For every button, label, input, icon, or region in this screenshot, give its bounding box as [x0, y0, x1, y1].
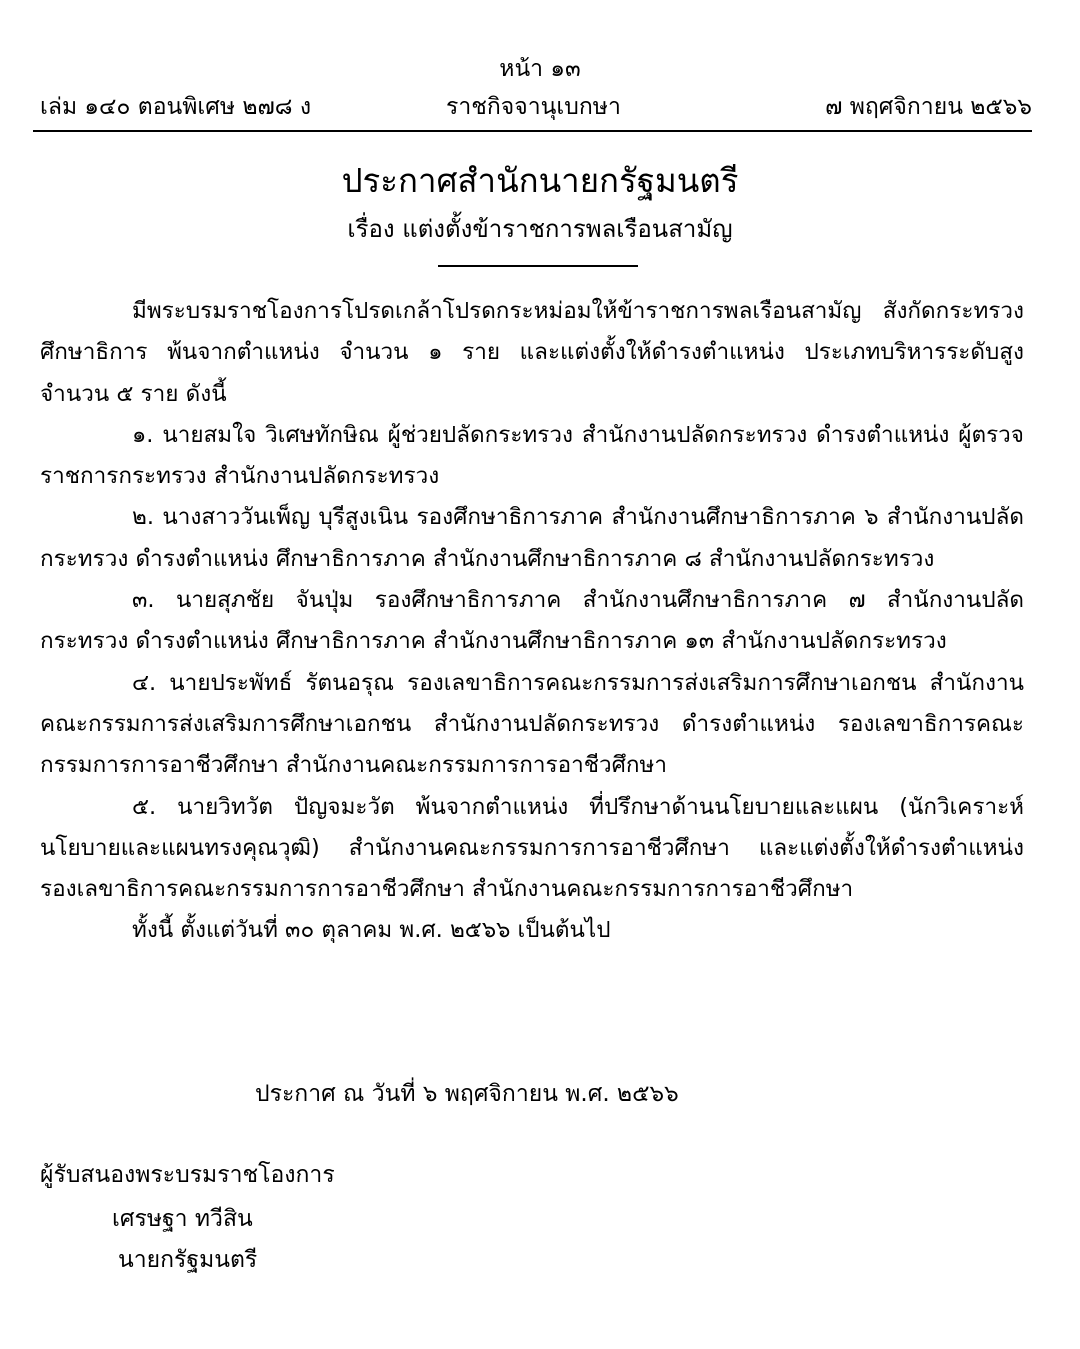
effective-date: ทั้งนี้ ตั้งแต่วันที่ ๓๐ ตุลาคม พ.ศ. ๒๕๖๖ เป็นต้นไป	[132, 917, 611, 944]
page-number: หน้า ๑๓	[499, 56, 581, 82]
appointment-item-3: ๓. นายสุภชัย จันปุ่ม รองศึกษาธิการภาค สำนักงานศึกษาธิการภาค ๗ สำนักงานปลัดกระทรวง ดำรงตำแหน่ง ศึกษาธิการภาค สำนักงานศึกษาธิการภาค ๑๓ สำนักงานปลัดกระทรวง	[40, 587, 1024, 655]
intro-paragraph: มีพระบรมราชโองการโปรดเกล้าโปรดกระหม่อมให้ข้าราชการพลเรือนสามัญ สังกัดกระทรวงศึกษาธิการ พ้นจากตำแหน่ง จำนวน ๑ ราย และแต่งตั้งให้ดำรงตำแหน่ง ประเภทบริหารระดับสูง จำนวน ๕ ราย ดังนี้	[40, 298, 1024, 407]
signatory-position: นายกรัฐมนตรี	[118, 1247, 258, 1273]
appointment-item-5: ๕. นายวิทวัต ปัญจมะวัต พ้นจากตำแหน่ง ที่ปรึกษาด้านนโยบายและแผน (นักวิเคราะห์นโยบายและแผนทรงคุณวุฒิ) สำนักงานคณะกรรมการการอาชีวศึกษา และแต่งตั้งให้ดำรงตำแหน่ง รองเลขาธิการคณะกรรมการการอาชีวศึกษา สำนักงานคณะกรรมการการอาชีวศึกษา	[40, 793, 1024, 903]
volume-issue: เล่ม ๑๔๐ ตอนพิเศษ ๒๗๘ ง	[40, 94, 312, 120]
appointment-item-1: ๑. นายสมใจ วิเศษทักษิณ ผู้ช่วยปลัดกระทรวง สำนักงานปลัดกระทรวง ดำรงตำแหน่ง ผู้ตรวจราชการกระทรวง สำนักงานปลัดกระทรวง	[40, 421, 1024, 490]
appointment-item-2: ๒. นางสาววันเพ็ญ บุรีสูงเนิน รองศึกษาธิการภาค สำนักงานศึกษาธิการภาค ๖ สำนักงานปลัดกระทรวง ดำรงตำแหน่ง ศึกษาธิการภาค สำนักงานศึกษาธิการภาค ๘ สำนักงานปลัดกระทรวง	[40, 504, 1024, 572]
announcement-subject: เรื่อง แต่งตั้งข้าราชการพลเรือนสามัญ	[347, 215, 733, 243]
header-divider	[33, 130, 1032, 132]
announcement-body	[40, 291, 1024, 952]
appointment-item-4: ๔. นายประพัทธ์ รัตนอรุณ รองเลขาธิการคณะกรรมการส่งเสริมการศึกษาเอกชน สำนักงานคณะกรรมการส่งเสริมการศึกษาเอกชน สำนักงานปลัดกระทรวง ดำรงตำแหน่ง รองเลขาธิการคณะกรรมการการอาชีวศึกษา สำนักงานคณะกรรมการการอาชีวศึกษา	[40, 669, 1024, 779]
signatory-name: เศรษฐา ทวีสิน	[112, 1206, 253, 1232]
announcement-date: ประกาศ ณ วันที่ ๖ พฤศจิกายน พ.ศ. ๒๕๖๖	[255, 1081, 679, 1107]
publication-name: ราชกิจจานุเบกษา	[446, 94, 621, 120]
announcement-title: ประกาศสำนักนายกรัฐมนตรี	[341, 161, 739, 200]
signature-label: ผู้รับสนองพระบรมราชโองการ	[40, 1162, 335, 1188]
title-divider	[438, 265, 638, 267]
publication-date: ๗ พฤศจิกายน ๒๕๖๖	[825, 94, 1032, 120]
